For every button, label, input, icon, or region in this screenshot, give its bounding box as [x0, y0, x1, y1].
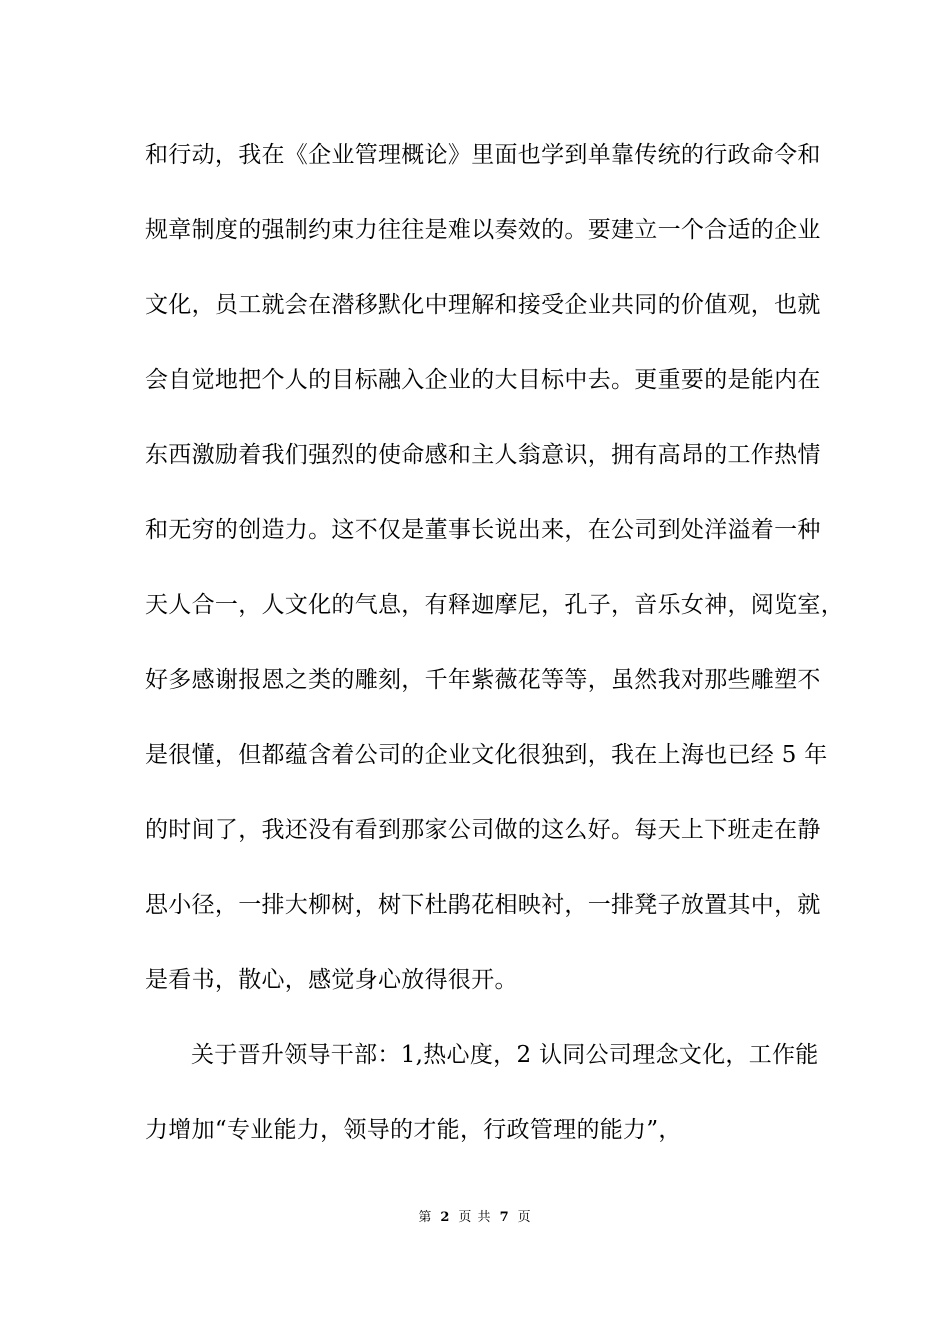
footer-middle: 页 共	[458, 1210, 492, 1225]
current-page-number: 2	[440, 1210, 451, 1225]
text-line: 力增加“专业能力，领导的才能，行政管理的能力”，	[145, 1117, 682, 1143]
total-pages-number: 7	[499, 1210, 510, 1225]
text-line: 东西激励着我们强烈的使命感和主人翁意识，拥有高昂的工作热情	[145, 442, 821, 468]
text-line: 是看书，散心，感觉身心放得很开。	[145, 967, 518, 993]
text-line: 文化，员工就会在潜移默化中理解和接受企业共同的价值观，也就	[145, 292, 821, 318]
footer-prefix: 第	[418, 1210, 433, 1225]
footer-suffix: 页	[517, 1210, 532, 1225]
text-line: 天人合一，人文化的气息，有释迦摩尼，孔子，音乐女神，阅览室，	[145, 592, 844, 618]
body-text	[145, 132, 844, 1182]
text-line: 规章制度的强制约束力往往是难以奏效的。要建立一个合适的企业	[145, 217, 821, 243]
text-line: 是很懂，但都蕴含着公司的企业文化很独到，我在上海也已经 5 年	[145, 742, 828, 768]
paragraph-start-line: 关于晋升领导干部：1,热心度，2 认同公司理念文化，工作能	[191, 1042, 819, 1068]
text-line: 的时间了，我还没有看到那家公司做的这么好。每天上下班走在静	[145, 817, 821, 843]
text-line: 和行动，我在《企业管理概论》里面也学到单靠传统的行政命令和	[145, 142, 821, 168]
page-number-footer	[0, 1206, 950, 1225]
text-line: 思小径，一排大柳树，树下杜鹃花相映衬，一排凳子放置其中，就	[145, 892, 821, 918]
text-line: 会自觉地把个人的目标融入企业的大目标中去。更重要的是能内在	[145, 367, 821, 393]
text-line: 和无穷的创造力。这不仅是董事长说出来，在公司到处洋溢着一种	[145, 517, 821, 543]
text-line: 好多感谢报恩之类的雕刻，千年紫薇花等等，虽然我对那些雕塑不	[145, 667, 821, 693]
